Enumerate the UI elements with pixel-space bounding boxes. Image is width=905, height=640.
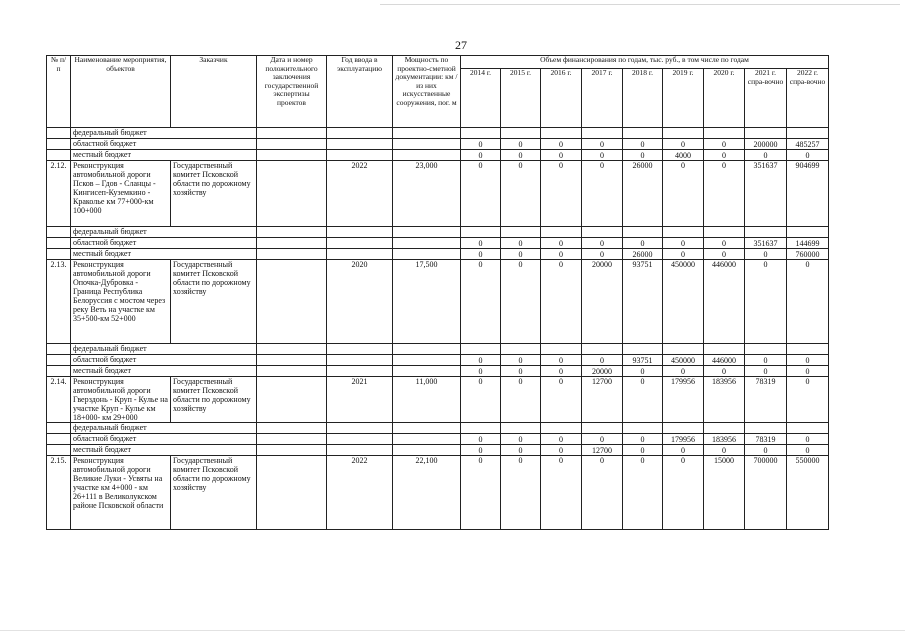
value-cell: 0 xyxy=(461,139,501,150)
capacity-value: 23,000 xyxy=(393,161,461,227)
header-year-6: 2020 г. xyxy=(704,69,745,128)
year-cell xyxy=(327,366,393,377)
capacity-value: 11,000 xyxy=(393,377,461,423)
value-cell: 351637 xyxy=(745,161,787,227)
capacity-cell xyxy=(393,434,461,445)
value-cell: 0 xyxy=(745,150,787,161)
budget-row xyxy=(47,355,829,366)
expertise-cell xyxy=(257,139,327,150)
value-cell: 0 xyxy=(501,434,541,445)
value-cell: 0 xyxy=(787,150,829,161)
expertise-cell xyxy=(257,366,327,377)
value-cell xyxy=(623,227,663,238)
value-cell: 0 xyxy=(501,456,541,530)
budget-row xyxy=(47,139,829,150)
value-cell: 0 xyxy=(541,456,582,530)
value-cell: 0 xyxy=(623,445,663,456)
expertise-cell xyxy=(257,161,327,227)
num-cell xyxy=(47,355,71,366)
value-cell xyxy=(704,128,745,139)
value-cell: 0 xyxy=(582,434,623,445)
budget-label: областной бюджет xyxy=(71,139,257,150)
header-num: № п/п xyxy=(47,56,71,128)
header-year-5: 2019 г. xyxy=(663,69,704,128)
commission-year: 2022 xyxy=(327,161,393,227)
year-cell xyxy=(327,423,393,434)
value-cell xyxy=(745,227,787,238)
value-cell xyxy=(704,344,745,355)
header-funding: Объем финансирования по годам, тыс. руб., в том числе по годам xyxy=(461,56,829,69)
expertise-cell xyxy=(257,260,327,344)
value-cell: 93751 xyxy=(623,355,663,366)
capacity-cell xyxy=(393,249,461,260)
value-cell: 0 xyxy=(745,249,787,260)
header-expertise: Дата и номер положительного заключения государственной экспертизы проектов xyxy=(257,56,327,128)
capacity-cell xyxy=(393,128,461,139)
value-cell xyxy=(745,128,787,139)
budget-row xyxy=(47,249,829,260)
value-cell: 0 xyxy=(461,150,501,161)
year-cell xyxy=(327,249,393,260)
num-cell xyxy=(47,445,71,456)
value-cell: 12700 xyxy=(582,377,623,423)
value-cell: 0 xyxy=(663,238,704,249)
header-year-2: 2016 г. xyxy=(541,69,582,128)
value-cell xyxy=(745,423,787,434)
year-cell xyxy=(327,445,393,456)
year-cell xyxy=(327,150,393,161)
value-cell: 0 xyxy=(461,377,501,423)
value-cell: 446000 xyxy=(704,355,745,366)
capacity-cell xyxy=(393,150,461,161)
header-capacity: Мощность по проектно-сметной документации: км / из них искусственные сооружения, пог. м xyxy=(393,56,461,128)
value-cell: 0 xyxy=(704,139,745,150)
value-cell: 0 xyxy=(461,445,501,456)
value-cell: 179956 xyxy=(663,377,704,423)
value-cell: 0 xyxy=(501,139,541,150)
value-cell xyxy=(787,423,829,434)
value-cell: 0 xyxy=(623,366,663,377)
num-cell xyxy=(47,128,71,139)
financing-table xyxy=(46,55,829,530)
value-cell: 0 xyxy=(623,377,663,423)
value-cell: 0 xyxy=(541,366,582,377)
value-cell: 93751 xyxy=(623,260,663,344)
value-cell: 550000 xyxy=(787,456,829,530)
value-cell xyxy=(501,128,541,139)
object-name: Реконструкция автомобильной дороги Псков – Гдов - Сланцы - Кингисеп-Куземкино - Краколье км 77+000-км 100+000 xyxy=(71,161,171,227)
row-number: 2.13. xyxy=(47,260,71,344)
value-cell: 183956 xyxy=(704,434,745,445)
object-row xyxy=(47,161,829,227)
value-cell: 0 xyxy=(461,366,501,377)
value-cell: 0 xyxy=(663,366,704,377)
num-cell xyxy=(47,238,71,249)
num-cell xyxy=(47,249,71,260)
value-cell xyxy=(704,227,745,238)
expertise-cell xyxy=(257,150,327,161)
row-number: 2.14. xyxy=(47,377,71,423)
capacity-cell xyxy=(393,445,461,456)
value-cell: 0 xyxy=(704,150,745,161)
value-cell: 0 xyxy=(541,260,582,344)
value-cell: 179956 xyxy=(663,434,704,445)
value-cell: 450000 xyxy=(663,260,704,344)
header-customer: Заказчик xyxy=(171,56,257,128)
year-cell xyxy=(327,344,393,355)
header-year-3: 2017 г. xyxy=(582,69,623,128)
capacity-cell xyxy=(393,139,461,150)
num-cell xyxy=(47,150,71,161)
value-cell xyxy=(623,344,663,355)
value-cell: 0 xyxy=(541,355,582,366)
value-cell xyxy=(461,128,501,139)
object-row xyxy=(47,377,829,423)
budget-row xyxy=(47,366,829,377)
value-cell: 0 xyxy=(541,150,582,161)
value-cell: 700000 xyxy=(745,456,787,530)
expertise-cell xyxy=(257,423,327,434)
value-cell xyxy=(663,344,704,355)
value-cell: 0 xyxy=(745,366,787,377)
object-name: Реконструкция автомобильной дороги Великие Луки - Усвяты на участке км 4+000 - км 26+111 в Великолукском районе Псковской области xyxy=(71,456,171,530)
value-cell: 0 xyxy=(582,456,623,530)
value-cell xyxy=(582,423,623,434)
header-year-1: 2015 г. xyxy=(501,69,541,128)
value-cell xyxy=(623,423,663,434)
value-cell: 78319 xyxy=(745,434,787,445)
expertise-cell xyxy=(257,434,327,445)
header-year: Год ввода в эксплуатацию xyxy=(327,56,393,128)
value-cell: 0 xyxy=(787,445,829,456)
value-cell: 0 xyxy=(501,150,541,161)
budget-label: федеральный бюджет xyxy=(71,423,257,434)
value-cell: 183956 xyxy=(704,377,745,423)
value-cell xyxy=(582,227,623,238)
expertise-cell xyxy=(257,128,327,139)
object-row xyxy=(47,260,829,344)
year-cell xyxy=(327,434,393,445)
value-cell: 0 xyxy=(582,355,623,366)
value-cell xyxy=(787,128,829,139)
value-cell: 0 xyxy=(461,260,501,344)
value-cell: 0 xyxy=(787,377,829,423)
value-cell xyxy=(663,128,704,139)
year-cell xyxy=(327,355,393,366)
value-cell xyxy=(461,423,501,434)
budget-row xyxy=(47,434,829,445)
value-cell xyxy=(582,128,623,139)
value-cell: 200000 xyxy=(745,139,787,150)
value-cell: 0 xyxy=(787,355,829,366)
budget-row xyxy=(47,423,829,434)
value-cell: 351637 xyxy=(745,238,787,249)
budget-row xyxy=(47,445,829,456)
row-number: 2.15. xyxy=(47,456,71,530)
value-cell: 0 xyxy=(461,434,501,445)
num-cell xyxy=(47,423,71,434)
budget-row xyxy=(47,150,829,161)
header-year-4: 2018 г. xyxy=(623,69,663,128)
value-cell xyxy=(623,128,663,139)
value-cell xyxy=(461,227,501,238)
budget-label: местный бюджет xyxy=(71,249,257,260)
value-cell: 0 xyxy=(663,139,704,150)
capacity-cell xyxy=(393,344,461,355)
expertise-cell xyxy=(257,227,327,238)
value-cell: 0 xyxy=(787,366,829,377)
value-cell: 0 xyxy=(461,249,501,260)
value-cell: 0 xyxy=(663,249,704,260)
value-cell: 0 xyxy=(541,434,582,445)
header-year-8: 2022 г. спра-вочно xyxy=(787,69,829,128)
value-cell: 12700 xyxy=(582,445,623,456)
value-cell: 0 xyxy=(745,260,787,344)
value-cell: 0 xyxy=(461,161,501,227)
commission-year: 2022 xyxy=(327,456,393,530)
value-cell: 0 xyxy=(745,445,787,456)
value-cell: 485257 xyxy=(787,139,829,150)
budget-row xyxy=(47,227,829,238)
value-cell: 15000 xyxy=(704,456,745,530)
value-cell: 904699 xyxy=(787,161,829,227)
page-number: 27 xyxy=(455,38,467,52)
scan-edge-top xyxy=(380,4,900,5)
object-name: Реконструкция автомобильной дороги Опочка-Дубровка - Граница Республика Белоруссия с мостом через реку Веть на участке км 35+500-км 52+000 xyxy=(71,260,171,344)
value-cell: 0 xyxy=(541,249,582,260)
value-cell xyxy=(582,344,623,355)
value-cell xyxy=(745,344,787,355)
value-cell: 0 xyxy=(461,355,501,366)
expertise-cell xyxy=(257,377,327,423)
value-cell xyxy=(541,227,582,238)
value-cell: 0 xyxy=(501,445,541,456)
year-cell xyxy=(327,238,393,249)
year-cell xyxy=(327,128,393,139)
value-cell: 0 xyxy=(501,377,541,423)
capacity-cell xyxy=(393,423,461,434)
num-cell xyxy=(47,434,71,445)
capacity-cell xyxy=(393,355,461,366)
value-cell: 0 xyxy=(704,238,745,249)
value-cell xyxy=(541,128,582,139)
budget-row xyxy=(47,128,829,139)
value-cell: 0 xyxy=(787,434,829,445)
capacity-cell xyxy=(393,227,461,238)
value-cell: 0 xyxy=(582,249,623,260)
value-cell: 144699 xyxy=(787,238,829,249)
header-year-0: 2014 г. xyxy=(461,69,501,128)
header-year-7: 2021 г. спра-вочно xyxy=(745,69,787,128)
year-cell xyxy=(327,227,393,238)
value-cell: 0 xyxy=(623,456,663,530)
value-cell xyxy=(541,344,582,355)
value-cell: 0 xyxy=(663,456,704,530)
value-cell: 0 xyxy=(501,355,541,366)
num-cell xyxy=(47,344,71,355)
expertise-cell xyxy=(257,456,327,530)
value-cell: 0 xyxy=(704,366,745,377)
value-cell: 0 xyxy=(461,456,501,530)
value-cell: 0 xyxy=(501,238,541,249)
budget-row xyxy=(47,238,829,249)
capacity-value: 22,100 xyxy=(393,456,461,530)
budget-label: федеральный бюджет xyxy=(71,128,257,139)
value-cell: 0 xyxy=(541,161,582,227)
value-cell: 0 xyxy=(623,434,663,445)
expertise-cell xyxy=(257,238,327,249)
value-cell xyxy=(704,423,745,434)
customer-name: Государственный комитет Псковской области по дорожному хозяйству xyxy=(171,260,257,344)
budget-label: местный бюджет xyxy=(71,366,257,377)
value-cell xyxy=(501,227,541,238)
value-cell: 0 xyxy=(541,238,582,249)
capacity-value: 17,500 xyxy=(393,260,461,344)
value-cell: 0 xyxy=(582,161,623,227)
value-cell xyxy=(663,423,704,434)
value-cell xyxy=(501,344,541,355)
value-cell: 0 xyxy=(501,366,541,377)
value-cell: 0 xyxy=(582,238,623,249)
budget-label: местный бюджет xyxy=(71,445,257,456)
value-cell xyxy=(461,344,501,355)
value-cell: 0 xyxy=(541,445,582,456)
value-cell xyxy=(787,227,829,238)
value-cell: 0 xyxy=(623,150,663,161)
value-cell: 0 xyxy=(582,150,623,161)
value-cell: 0 xyxy=(582,139,623,150)
expertise-cell xyxy=(257,445,327,456)
num-cell xyxy=(47,227,71,238)
object-row xyxy=(47,456,829,530)
value-cell: 0 xyxy=(704,445,745,456)
value-cell: 26000 xyxy=(623,249,663,260)
num-cell xyxy=(47,139,71,150)
row-number: 2.12. xyxy=(47,161,71,227)
customer-name: Государственный комитет Псковской области по дорожному хозяйству xyxy=(171,377,257,423)
budget-label: федеральный бюджет xyxy=(71,344,257,355)
value-cell: 20000 xyxy=(582,260,623,344)
value-cell: 760000 xyxy=(787,249,829,260)
object-name: Реконструкция автомобильной дороги Гверздонь - Круп - Кулье на участке Круп - Кулье км 18+000- км 29+000 xyxy=(71,377,171,423)
value-cell xyxy=(501,423,541,434)
expertise-cell xyxy=(257,344,327,355)
value-cell: 0 xyxy=(501,249,541,260)
budget-label: областной бюджет xyxy=(71,238,257,249)
value-cell: 450000 xyxy=(663,355,704,366)
value-cell: 0 xyxy=(745,355,787,366)
value-cell: 0 xyxy=(663,445,704,456)
customer-name: Государственный комитет Псковской области по дорожному хозяйству xyxy=(171,456,257,530)
capacity-cell xyxy=(393,238,461,249)
scan-edge-bottom xyxy=(0,630,905,631)
value-cell: 0 xyxy=(663,161,704,227)
value-cell: 0 xyxy=(461,238,501,249)
customer-name: Государственный комитет Псковской области по дорожному хозяйству xyxy=(171,161,257,227)
value-cell: 0 xyxy=(541,139,582,150)
value-cell: 26000 xyxy=(623,161,663,227)
value-cell xyxy=(787,344,829,355)
header-name: Наименование мероприятия, объектов xyxy=(71,56,171,128)
value-cell: 4000 xyxy=(663,150,704,161)
budget-row xyxy=(47,344,829,355)
num-cell xyxy=(47,366,71,377)
budget-label: областной бюджет xyxy=(71,355,257,366)
value-cell: 0 xyxy=(541,377,582,423)
budget-label: областной бюджет xyxy=(71,434,257,445)
value-cell: 0 xyxy=(623,238,663,249)
value-cell: 446000 xyxy=(704,260,745,344)
value-cell: 20000 xyxy=(582,366,623,377)
value-cell xyxy=(541,423,582,434)
value-cell: 0 xyxy=(501,161,541,227)
expertise-cell xyxy=(257,249,327,260)
expertise-cell xyxy=(257,355,327,366)
capacity-cell xyxy=(393,366,461,377)
value-cell: 0 xyxy=(623,139,663,150)
year-cell xyxy=(327,139,393,150)
value-cell: 0 xyxy=(501,260,541,344)
value-cell xyxy=(663,227,704,238)
value-cell: 0 xyxy=(704,249,745,260)
value-cell: 78319 xyxy=(745,377,787,423)
value-cell: 0 xyxy=(704,161,745,227)
commission-year: 2021 xyxy=(327,377,393,423)
budget-label: местный бюджет xyxy=(71,150,257,161)
commission-year: 2020 xyxy=(327,260,393,344)
budget-label: федеральный бюджет xyxy=(71,227,257,238)
value-cell: 0 xyxy=(787,260,829,344)
